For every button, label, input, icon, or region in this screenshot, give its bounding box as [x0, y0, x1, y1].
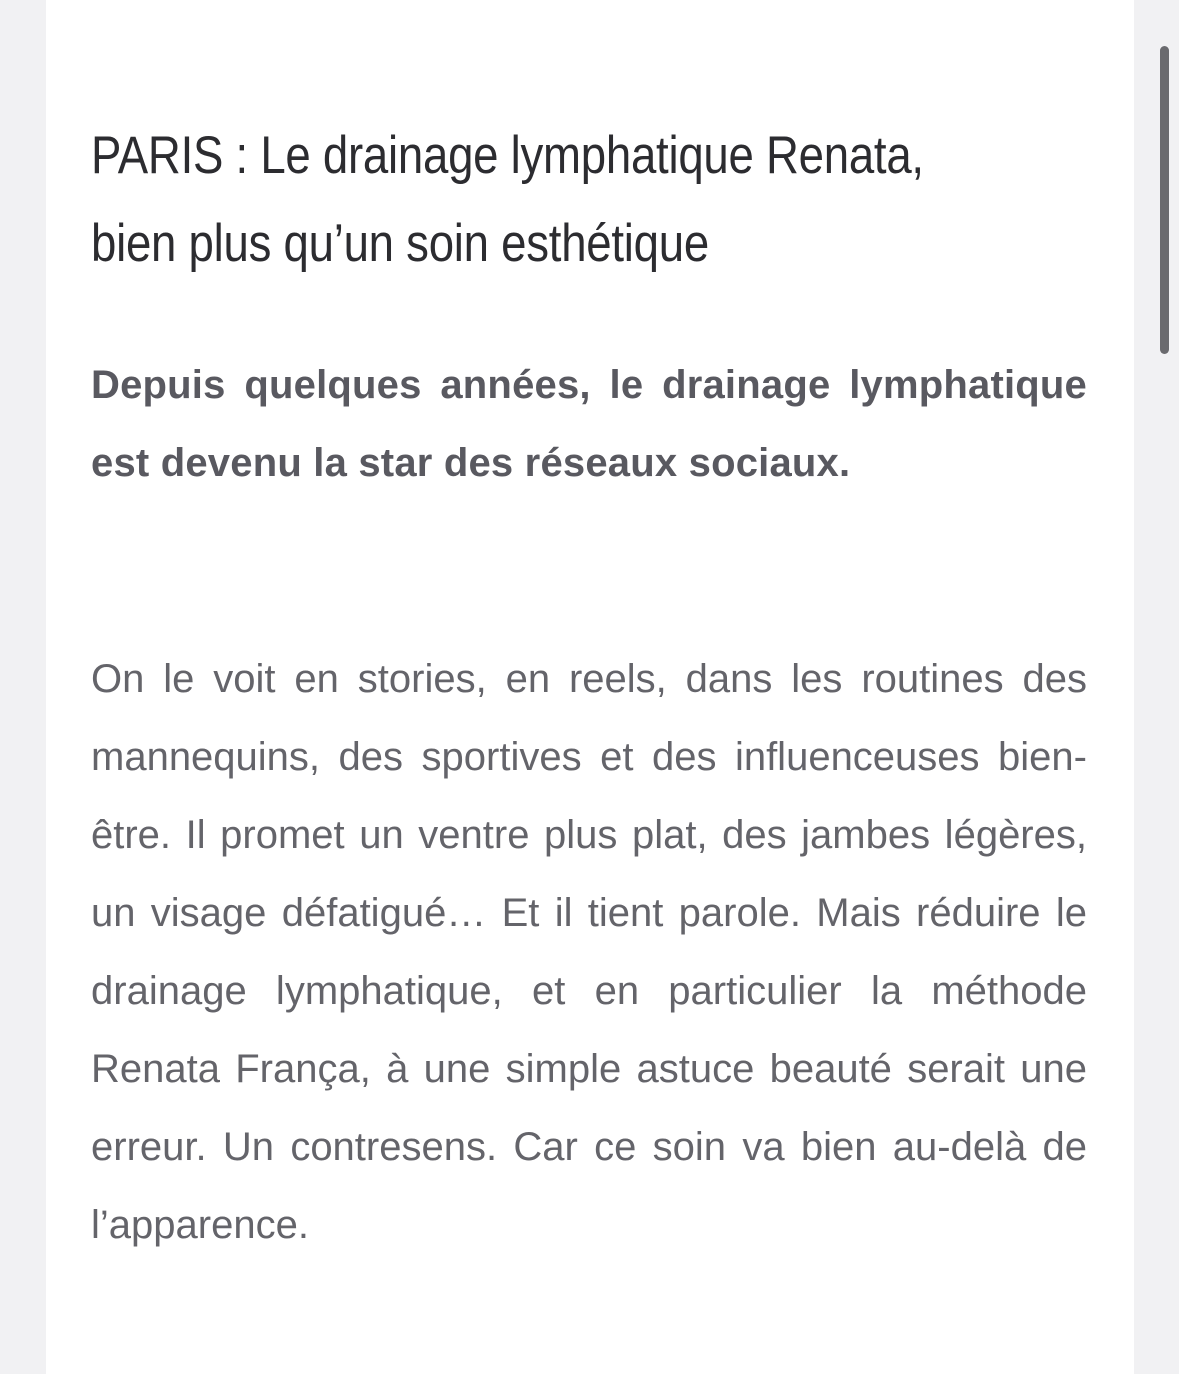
- article-body: On le voit en stories, en reels, dans les routines des mannequins, des sportives et des influenceuses bien-être. Il promet un ventre plus plat, des jambes légères, un visage défatigué… Et il tient parole. Mais réduire le drainage lymphatique, et en particulier la méthode Renata França, à une simple astuce beauté serait une erreur. Un contresens. Car ce soin va bien au-delà de l’apparence.: [91, 657, 1087, 1247]
- article-lead: Depuis quelques années, le drainage lymphatique est devenu la star des réseaux sociaux.: [91, 363, 1087, 485]
- article-title: PARIS : Le drainage lymphatique Renata, bien plus qu’un soin esthétique: [91, 126, 924, 273]
- scrollbar-thumb[interactable]: [1160, 46, 1169, 354]
- article-card: [46, 0, 1134, 1374]
